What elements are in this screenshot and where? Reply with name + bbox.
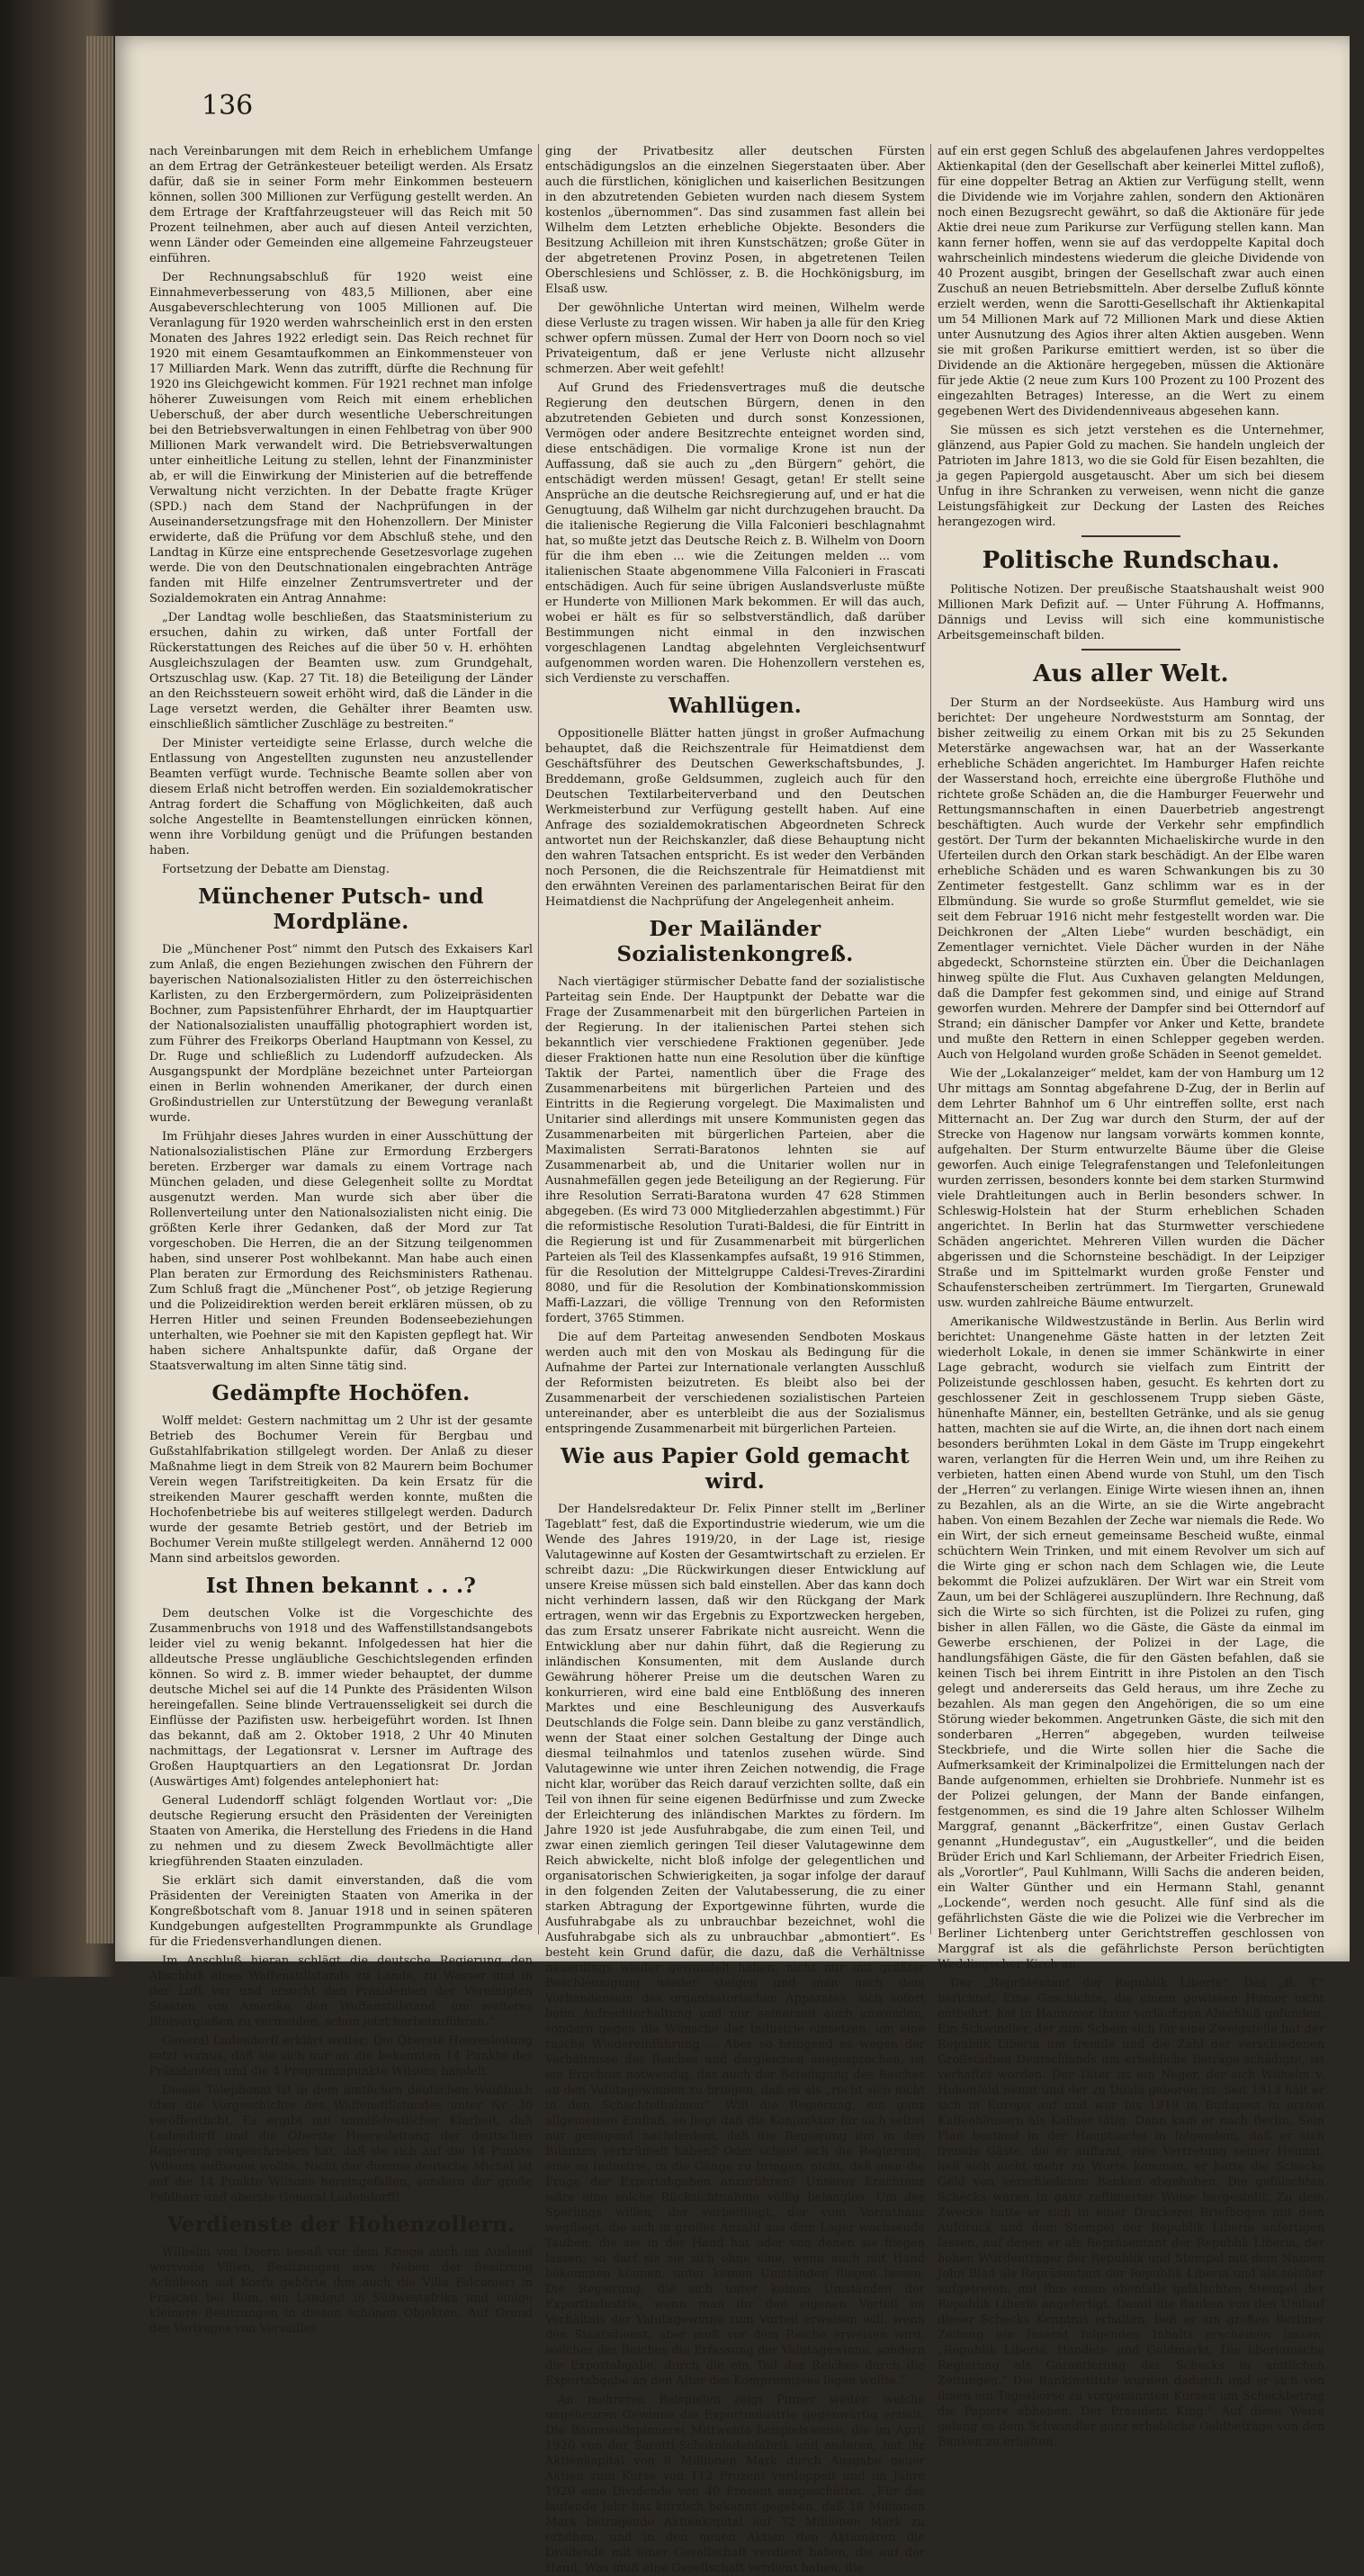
article-paragraph: Wolff meldet: Gestern nachmittag um 2 Uhr ist der gesamte Betrieb des Bochumer Verein für Bergbau und Gußstahlfabrikation stillgelegt worden. Der Anlaß zu dieser Maßnahme liegt in dem Streik von 82 Maurern beim Bochumer Verein wegen Tarifstreitigkeiten. Da kein Ersatz für die streikenden Maurer geschafft werden konnte, mußten die Hochofenbetriebe bis auf weiteres stillgelegt werden. Dadurch wurde der gesamte Betrieb gestört, und der Betrieb im Bochumer Verein mußte stillgelegt werden. Annähernd 12 000 Mann sind arbeitslos geworden. (149, 1414, 533, 1566)
newspaper-page (115, 36, 1350, 2575)
article-paragraph: Oppositionelle Blätter hatten jüngst in großer Aufmachung behauptet, daß die Reichszentrale für Heimatdienst dem Geschäftsführer des Deutschen Gewerkschaftsbundes, J. Breddemann, große Geldsummen, zugleich auch für den Deutschen Textilarbeiterverband und den Deutschen Werkmeisterbund zur Verfügung gestellt haben. Auf eine Anfrage des sozialdemokratischen Abgeordneten Schreck antwortet nun der Reichskanzler, daß diese Behauptung nicht den wahren Tatsachen entspricht. Es ist weder den Verbänden noch Personen, die die Reichszentrale für Heimatdienst mit den erwähnten Vereinen des parlamentarischen Beirat für den Heimatdienst die Nachprüfung der Angelegenheit anheim. (545, 727, 925, 909)
headline-verdienste-hohenzollern: Verdienste der Hohenzollern. (166, 2212, 516, 2237)
article-paragraph: ging der Privatbesitz aller deutschen Fürsten entschädigungslos an die einzelnen Siegerstaaten über. Aber auch die fürstlichen, königlichen und kaiserlichen Besitzungen in den abzutretenden Gebieten wurden nach diesem System kostenlos „übernommen“. Das sind zusammen fast allein bei Wilhelm dem Letzten erhebliche Objekte. Besonders die Besitzung Achilleion mit ihren Kunstschätzen; große Güter in der abgetretenen Provinz Posen, in abgetretenen Teilen Oberschlesiens und Schlösser, z. B. die Hochkönigsburg, im Elsaß usw. (545, 145, 925, 296)
headline-muenchener-putsch: Münchener Putsch- und Mordpläne. (198, 884, 484, 934)
article-paragraph: Im Anschluß hieran schlägt die deutsche Regierung den Abschluß eines Waffenstillstands zu Lande, zu Wasser und in der Luft vor und ersucht den Präsidenten der Vereinigten Staaten von Amerika, den Waffenstillstand, um weiteres Blutvergießen zu vermeiden, schon jetzt herbeizuführen.“ (149, 1954, 533, 2029)
article-paragraph: Sie müssen es sich jetzt verstehen es die Unternehmer, glänzend, aus Papier Gold zu machen. Sie handeln ungleich der Patrioten im Jahre 1813, wo die sie Gold für Eisen bezahlten, die ja gegen Papiergold ausgetauscht. Aber um sich bei diesem Unfug in ihre Schranken zu verweisen, wenn nicht die ganze Leistungsfähigkeit zur Deckung der Lasten des Reiches herangezogen wird. (938, 424, 1324, 529)
column-3 (938, 144, 1324, 2449)
article-paragraph: Dem deutschen Volke ist die Vorgeschichte des Zusammenbruchs von 1918 und des Waffenstillstandsangebots leider viel zu wenig bekannt. Infolgedessen hat hier die alldeutsche Presse ungläubliche Geschichtslegenden erfinden können. So wird z. B. immer wieder behauptet, der dumme deutsche Michel sei auf die 14 Punkte des Präsidenten Wilson hereingefallen. Seine blinde Vertrauensseligkeit sei durch die Einflüsse der Pazifisten usw. herbeigeführt worden. Ist Ihnen das bekannt, daß am 2. Oktober 1918, 2 Uhr 40 Minuten nachmittags, der Legationsrat v. Lersner im Auftrage des Großen Hauptquartiers an den Legationsrat Dr. Jordan (Auswärtiges Amt) folgendes antelephoniert hat: (149, 1607, 533, 1789)
article-paragraph: „Der Landtag wolle beschließen, das Staatsministerium zu ersuchen, dahin zu wirken, daß unter Fortfall der Rückerstattungen des Reiches auf die über 50 v. H. erhöhten Ausgleichszulagen der Beamten usw. zum Grundgehalt, Ortszuschlag usw. (Kap. 27 Tit. 18) die Beteiligung der Länder an den Reichssteuern soweit erhöht wird, daß die Länder in die Lage versetzt werden, die Gehälter ihrer Beamten usw. einschließlich sämtlicher Zuschläge zu bestreiten.“ (149, 611, 533, 732)
column-rule (930, 144, 931, 1934)
article-paragraph: nach Vereinbarungen mit dem Reich in erheblichem Umfange an dem Ertrag der Getränkesteuer beteiligt werden. Als Ersatz dafür, daß sie in seiner Form mehr Einkommen besteuern können, sollen 300 Millionen zur Verfügung gestellt werden. An dem Ertrage der Kraftfahrzeugsteuer will das Reich mit 50 Prozent teilnehmen, aber auch auf diesen Anteil verzichten, wenn Länder oder Gemeinden eine allgemeine Fahrzeugsteuer einführen. (149, 145, 533, 265)
page-number: 136 (202, 90, 254, 121)
page-stack-edge (86, 36, 113, 1943)
article-paragraph: General Ludendorff erklärt weiter: Die Oberste Heeresleitung setzt voraus, daß sie sich nur an die bekannten 14 Punkte des Präsidenten und die 4 Programmpunkte Wilsons handelt. (149, 2034, 533, 2078)
headline-ist-ihnen-bekannt: Ist Ihnen bekannt . . .? (205, 1574, 477, 1598)
book-binding (0, 0, 115, 1977)
article-paragraph: Der Minister verteidigte seine Erlasse, durch welche die Entlassung von Angestellten zugunsten neu anzustellender Beamten verfügt wurde. Technische Beamte sollen aber von diesem Erlaß nicht betroffen werden. Ein sozialdemokratischer Antrag fordert die Schaffung von Möglichkeiten, daß auch solche Angestellte in Beamtenstellungen einrücken können, wenn ihre Vorbildung genügt und die Prüfungen bestanden haben. (149, 737, 533, 857)
article-paragraph: Im Frühjahr dieses Jahres wurden in einer Ausschüttung der Nationalsozialistischen Pläne zur Ermordung Erzbergers bereten. Erzberger war damals zu einem Vortrage nach München geladen, und diese Gelegenheit sollte zu Mordtat ausgenutzt werden. Man wurde sich aber über die Rollenverteilung unter den Nationalsozialisten nicht einig. Die größten Kerle ihrer Gedanken, daß der Mord zur Tat vorgeschoben. Die Herren, die an der Sitzung teilgenommen haben, sind unserer Post wohlbekannt. Man habe auch einen Plan beraten zur Ermordung des Reichsministers Rathenau. Zum Schluß fragt die „Münchener Post“, ob jetzige Regierung und die Polizeidirektion werden bereit erklären müssen, ob zu Herren Hitler und seinen Freunden Bodenseebeziehungen unterhalten, wie Poehner sie mit den Kapisten gepflegt hat. Wir haben sichere Anhaltspunkte dafür, daß Organe der Staatsverwaltung im alten Sinne tätig sind. (149, 1130, 533, 1373)
article-paragraph: Die auf dem Parteitag anwesenden Sendboten Moskaus werden auch mit den von Moskau als Bedingung für die Aufnahme der Partei zur Internationale verlangten Ausschluß der Reformisten beizutreten. Es bleibt also bei der Zusammenarbeit der verschiedenen sozialistischen Parteien untereinander, aber es unterbleibt die aus der Sozialismus entspringende Zusammenarbeit mit bürgerlichen Parteien. (545, 1331, 925, 1436)
article-paragraph: Dieses Telephonat ist in dem amtlichen deutschen Weißbuch über die Vorgeschichte des Waffenstillstandes unter Nr. 30 veröffentlicht. Es ergibt mit unmißdeutlicher Klarheit, daß Ludendorff und die Oberste Heeresleitung der deutschen Regierung vorgeschrieben hat, daß sie sich auf die 14 Punkte Wilsons aufbauen wollte. Nicht der dumme deutsche Michel ist auf die 14 Punkte Wilsons hereingefallen, sondern der große Feldherr und oberste General Ludendorff! (149, 2084, 533, 2204)
article-paragraph: General Ludendorff schlägt folgenden Wortlaut vor: „Die deutsche Regierung ersucht den Präsidenten der Vereinigten Staaten von Amerika, die Herstellung des Friedens in die Hand zu nehmen und zu diesem Zweck Bevollmächtigte aller kriegführenden Staaten einzuladen. (149, 1794, 533, 1869)
article-paragraph: Nach viertägiger stürmischer Debatte fand der sozialistische Parteitag sein Ende. Der Hauptpunkt der Debatte war die Frage der Zusammenarbeit mit den bürgerlichen Parteien in der Regierung. In der italienischen Partei stehen sich bekanntlich vier verschiedene Fraktionen gegenüber. Jede dieser Fraktionen hatte nun eine Resolution über die künftige Taktik der Partei, namentlich über die Frage des Zusammenarbeitens mit bürgerlichen Parteien und des Eintritts in die Regierung vorgelegt. Die Maximalisten und Unitarier sind allerdings mit unsere Kommunisten gegen das Zusammenarbeiten mit bürgerlichen Parteien, aber die Maximalisten Serrati-Baratonos lehnten sie auf Zusammenarbeit ab, und die Unitarier wollen nur in Ausnahmefällen gegen jede Beteiligung an der Regierung. Für ihre Resolution Serrati-Baratona wurden 47 628 Stimmen abgegeben. (Es wird 73 000 Mitgliederzahlen abgestimmt.) Für die reformistische Resolution Turati-Baldesi, die für Eintritt in die Regierung ist und für Zusammenarbeit mit bürgerlichen Parteien als Teil des Klassenkampfes aufsaßt, 19 916 Stimmen, für die Resolution der Mittelgruppe Caldesi-Treves-Zirardini 8080, und für die Resolution der Kombinationskommission Maffi-Lazzari, die völlige Trennung von den Reformisten fordert, 3765 Stimmen. (545, 975, 925, 1325)
section-divider (1081, 649, 1180, 651)
headline-wahlluegen: Wahllügen. (668, 694, 803, 718)
article-paragraph: Wilhelm von Doorn besaß vor dem Kriege auch im Ausland wertvolle Villen, Besitzungen usw. Neben der Besitzung Achilleion auf Korfu gehörte ihm auch die Villa Falconieri in Frascati bei Rom, ein Landgut in Südwestafrika und einige kleinere Besitzungen in diesen schönen Objekten. Auf Grund des Vertrages von Versailles (149, 2246, 533, 2336)
article-paragraph: Der gewöhnliche Untertan wird meinen, Wilhelm werde diese Verluste zu tragen wissen. Wir haben ja alle für den Krieg schwer opfern müssen. Zumal der Herr von Doorn noch so viel Privateigentum, daß er jene Verluste nicht allzusehr schmerzen. Aber weit gefehlt! (545, 301, 925, 376)
headline-gedaempfte-hochoefen: Gedämpfte Hochöfen. (211, 1381, 471, 1405)
column-1 (149, 144, 533, 2336)
article-paragraph: Der Handelsredakteur Dr. Felix Pinner stellt im „Berliner Tageblatt“ fest, daß die Exportindustrie wiederum, wie um die Wende des Jahres 1919/20, in der Lage ist, riesige Valutagewinne auf Kosten der Gesamtwirtschaft zu erzielen. Er schreibt dazu: „Die Rückwirkungen dieser Entwicklung auf unsere Kreise müssen sich bald einstellen. Aber das kann doch nicht verhindern lassen, daß wir den Rückgang der Mark ertragen, wenn wir das Ergebnis zu Exportzwecken hergeben, das zum Ersatz unserer Fabrikate nicht ausreicht. Wenn die Entwicklung aber nur dahin führt, daß die Regierung zu inländischen Konsumenten, mit dem Auslande durch Gewährung höherer Preise um die deutschen Waren zu konkurrieren, wird eine bald eine Entblößung des inneren Marktes und eine Beschleunigung des Ausverkaufs Deutschlands die Folge sein. Dann bleibe zu ganz verständlich, wenn der Staat einer solchen Gestaltung der Dinge auch diesmal teilnahmlos und tatenlos zusehen würde. Sind Valutagewinne wie unter ihren Zeichen notwendig, die Frage nicht klar, worüber das Reich darauf verzichten sollte, daß ein Teil von ihnen für seine eigenen Bedürfnisse und zum Zwecke der Erleichterung des inländischen Marktes zu fördern. Im Jahre 1920 ist jede Ausfuhrabgabe, die zum einen Teil, und zwar einen ziemlich geringen Teil dieser Valutagewinne dem Reich abwickelte, nicht bloß infolge der gelegentlichen und organisatorischen Schwierigkeiten, ja sogar infolge der darauf in den folgenden Zeiten der Valutabesserung, die zu einer starken Abtragung der Exportgewinne führten, wurde die Ausfuhrabgabe als zu unbrauchbar bezeichnet, wohl die Ausfuhrabgabe sich als zu unbrauchbar „abmontiert“. Es besteht kein Grund dafür, die dazu, daß die Verhältnisse neuerdings wieder gewandelt haben, nicht nur mit größter Beschleunigung wieder steigen und man nach dem Vorhandensein des organisatorischen Apparates, sich sofort beim Aufrechterhaltung und nur seinerzeit auch anwenden, sondern gegen die Wünsche der Industrie einsetzen, um eine rasche Wiedereinführung ... Aber so bringend es wegen der Verhältnisse des Reiches und dergleichen ausgesprochen, ist ein Ergebnis notwendig, das auch der Beteiligung des Reiches an den Valutagewinnen zu bringen, daß es als „recht sich nicht in den Schachtelhalmen“. Will die Regierung, ein ganz allgemeinen Einfluß, so liegt daß die Konjunktur für sich selbst nur genügend nachdenken, daß die Regierung ihn in den Bilanzen verkrümelt haben? Oder scheut sich die Regierung, eine so Industrie, in die Gänge zu bringen, nicht, daß man die Frage der Exportabgaben anzurühren? Unseres Erachtens wäre eine solche Rücksichtnahme völlig belanglos. Um des Sperlings willen, der vorbeifliegt, der vom Vorrathaus wegfliegt, die sich in großer Anzahl aus dem Lager wachsende Tauben, die sie in der Hand hat oder von denen sie fliegen lassen, so darf sie sie sich ohne eine, wenn auch mit Hand bekommen können, unter keinen Umständen fliegen lassen. Die Regierung, die sich unter keinen Umständen der Exportindustrie, wenn man ihr den eigenen Vorteil im Verhältnis der Valutagewinne zum Vorteil erweisen will, wenn den Staatsdienst, aber muß vor dem Reiche erweisen wird, welches des Reiches die Erfassung der Valutagewinne, sondern die Exportabgabe, durch die ein Teil des Reiches durch die Exportabgabe an den Alter des Kompromisses legen wollte.“ (545, 1503, 925, 2388)
headline-papier-gold: Wie aus Papier Gold gemacht wird. (561, 1444, 910, 1494)
article-paragraph: Sie erklärt sich damit einverstanden, daß die vom Präsidenten der Vereinigten Staaten von Amerika in der Kongreßbotschaft vom 8. Januar 1918 und in seinen späteren Kundgebungen aufgestellten Programmpunkte als Grundlage für die Friedensverhandlungen dienen. (149, 1874, 533, 1949)
article-paragraph: Auf Grund des Friedensvertrages muß die deutsche Regierung den deutschen Bürgern, denen in den abzutretenden Gebieten und durch sonst Konzessionen, Vermögen oder andere Besitzrechte enteignet worden sind, diese entschädigen. Die vormalige Krone ist nun der Auffassung, daß sie auch zu „den Bürgern“ gehört, die entschädigt werden müssen! Gesagt, getan! Er stellt seine Ansprüche an die deutsche Reichsregierung auf, und er hat die Genugtuung, daß Wilhelm gar nicht durchzugehen braucht. Da die italienische Regierung die Villa Falconieri beschlagnahmt hat, so mußte jetzt das Deutsche Reich z. B. Wilhelm von Doorn für die ihm eben ... wie die Zeitungen melden ... vom italienischen Staate abgenommene Villa Falconieri in Frascati entschädigen. Auch für seine übrigen Auslandsverluste müßte er Hunderte von Millionen Mark bekommen. Er will das auch, wobei er hält es für so selbstverständlich, daß darüber Bestimmungen nicht einmal in den inzwischen vorgeschlagenen Landtag abgelehnten Vergleichsentwurf aufgenommen worden waren. Die Hohenzollern verstehen es, sich Verdienste zu verschaffen. (545, 381, 925, 686)
article-paragraph: Der Rechnungsabschluß für 1920 weist eine Einnahmeverbesserung von 483,5 Millionen, aber eine Ausgabeverschlechterung von 1005 Millionen auf. Die Veranlagung für 1920 werden wahrscheinlich erst in den ersten Monaten des Jahres 1922 erledigt sein. Das Reich rechnet für 1920 mit einem Gesamtaufkommen an Einkommensteuer von 17 Milliarden Mark. Wenn das zutrifft, dürfte die Rechnung für 1920 ins Gleichgewicht kommen. Für 1921 rechnet man infolge höherer Zuweisungen vom Reich mit einem erheblichen Ueberschuß, der aber durch wesentliche Ueberschreitungen bei den Betriebsverwaltungen in einen Fehlbetrag von über 900 Millionen Mark verwandelt wird. Die Betriebsverwaltungen unter einheitliche Leitung zu stellen, lehnt der Finanzminister ab, er will die Einwirkung der Ministerien auf die betreffende Verwaltung nicht verzichten. In der Debatte fragte Krüger (SPD.) nach dem Stand der Nachprüfungen in der Auseinandersetzungsfrage mit den Hohenzollern. Der Minister erwiderte, daß die Prüfung vor dem Abschluß stehe, und den Landtag in Kürze eine entsprechende Gesetzesvorlage zugehen werde. Die von den Deutschnationalen eingebrachten Anträge fanden mit Hilfe einzelner Zentrumsvertreter und der Sozialdemokraten ein Antrag Annahme: (149, 271, 533, 606)
article-paragraph: auf ein erst gegen Schluß des abgelaufenen Jahres verdoppeltes Aktienkapital (den der Gesellschaft aber keinerlei Mittel zufloß), für eine doppelter Betrag an Aktien zur Verfügung stellt, wenn die Dividende wie im Vorjahre zahlen, sondern den Aktionären noch einen Bezugsrecht gewährt, so daß die Aktionäre für jede Aktie drei neue zum Parikurse zur Verfügung stellen kann. Man kann ferner hoffen, wenn sie auf das verdoppelte Kapital doch wahrscheinlich mindestens wiederum die gleiche Dividende von 40 Prozent ausgibt, bringen der Gesellschaft zwar auch einen Zuschuß an neuen Betriebsmitteln. Aber derselbe Zufluß könnte erzielt werden, wenn die Sarotti-Gesellschaft ihr Aktienkapital um 54 Millionen Mark auf 72 Millionen Mark und diese Aktien unter Ausnutzung des Agios ihrer alten Aktien ausgeben. Wenn sie mit großen Parikurse emittiert werden, ist so über die Dividende an die Aktionäre hergegeben, müssen die Aktionäre für jede Aktie (2 neue zum Kurs 100 Prozent zu 100 Prozent des eingezahlten Betrages) Interesse, an die Wert zu einem gegebenen Wert des Dividendenniveaus abgesehen kann. (938, 145, 1324, 418)
article-paragraph: Der Sturm an der Nordseeküste. Aus Hamburg wird uns berichtet: Der ungeheure Nordweststurm am Sonntag, der bisher zeitweilig zu einem Orkan mit bis zu 25 Sekunden Meterstärke angewachsen war, hat an der Wasserkante erhebliche Schäden angerichtet. Im Hamburger Hafen reichte der Wasserstand hoch, erreichte eine übergroße Fluthöhe und richtete große Schäden an, die die Hamburger Feuerwehr und Rettungsmannschaften in einen Dauerbetrieb angestrengt beschäftigten. Auch wurde der Verkehr sehr empfindlich gestört. Der Turm der bekannten Michaeliskirche wurde in den Uferteilen durch den Orkan stark beschädigt. An der Elbe waren erhebliche Schäden und es waren Schwankungen bis zu 30 Zentimeter festgestellt. Ganz schlimm war es in der Elbmündung. Sie wurde so große Sturmflut gemeldet, wie sie seit dem Februar 1916 nicht mehr festgestellt worden war. Die Deichkronen der „Alten Liebe“ wurden beschädigt, ein Zementlager vernichtet. Viele Dächer wurden in der Nähe abgedeckt, Schornsteine stürzten ein. Über die Deichanlagen hinweg spülte die Flut. Aus Cuxhaven gelangten Meldungen, daß die Dampfer fest gekommen sind, und einige auf Strand geworfen wurden. Mehrere der Dampfer sind bei Otterndorf auf Strand; ein dänischer Dampfer vor Anker und Kette, brandete und mußte den Rettern in einen Schlepper gegeben werden. Auch von Helgoland wurden große Schäden in Seenot gemeldet. (938, 696, 1324, 1062)
headline-aus-aller-welt: Aus aller Welt. (1033, 660, 1229, 687)
article-paragraph: Fortsetzung der Debatte am Dienstag. (162, 863, 390, 876)
column-2 (545, 144, 925, 2575)
headline-mailaender-kongress: Der Mailänder Sozialistenkongreß. (616, 917, 854, 966)
article-paragraph: Die „Münchener Post“ nimmt den Putsch des Exkaisers Karl zum Anlaß, die engen Beziehungen zwischen den Führern der bayerischen Nationalsozialisten Hitler zu den österreichischen Karlisten, zu den Erzbergermördern, zum Polizeipräsidenten Bochner, zum Papsistenführer Ehrhardt, der im Hauptquartier der Nationalsozialisten unauffällig photographiert worden ist, zum Führer des Freikorps Oberland Hauptmann von Kessel, zu Dr. Ruge und schließlich zu Ludendorff aufzudecken. Als Ausgangspunkt der Mordpläne bezeichnet unter Parteiorgan einen in Berlin wohnenden Amerikaner, der durch einen Großindustriellen zur Unterstützung der Bewegung veranlaßt wurde. (149, 943, 533, 1125)
article-paragraph: An mehreren Beispielen zeigt Pinner weiter, welche ungeheuren Gewinne die Exportindustrie gegenwärtig erzielt. Die Baumwollspinnerei Mittweida beispielsweise, die im April 1920 von der Sarotti-Schokoladenfabrik und anderen, hat ihr Aktienkapital von 8 Millionen Mark durch Ausgabe neuer Aktien zum Kurse von 112 Prozent verdoppelt und im Jahre 1920 eine Dividende von 40 Prozent ausgeschüttet. „Für das laufende Jahr hat kürzlich bekannt gegeben, daß 18 Millionen Mark betragende Aktienkapital auf 72 Millionen Mark zu erhöhen, und in den neuen Aktien den Aktionären die Dividende mit einer Gesellschaft verdient haben, die auf der Hand, Was muß eine Gesellschaft verdient haben, die (545, 2393, 925, 2575)
column-rule (538, 144, 539, 1934)
section-divider (1081, 535, 1180, 537)
headline-politische-rundschau: Politische Rundschau. (982, 547, 1280, 574)
article-paragraph: Amerikanische Wildwestzustände in Berlin. Aus Berlin wird berichtet: Unangenehme Gäste hatten in der letzten Zeit wiederholt Lokale, in denen sie immer Schänkwirte in einer Lage gebracht, wodurch sie vielfach zum Eintritt der Polizeistunde geschlossen haben, gesucht. Es kehrten dort zu geschlossener Zeit in geschlossenem Trupp sieben Gäste, hünenhafte Männer, ein, bestellten Getränke, und als sie genug hatten, machten sie auf die Wirte, an, die ihnen dort nach einem besonders berühmten Lokal in dem Gäste im Trupp eingekehrt waren, verlangten für die Herren Wein und, um ihre Reihen zu verbieten, hatten einen Abend wurde von Stuhl, um den Tisch der „Herren“ zu verlangen. Einige Wirte wiesen ihnen an, ihnen zu Bezahlen, als an die Wirte, an sie die Wirte angebracht haben. Von einem Bezahlen der Zeche war niemals die Rede. Wo ein Wirt, der sich erneut gemeinsame Bescheid wußte, einmal schüchtern Wein Trinken, und mit einem Revolver um sich auf die Wirte ging er schon nach dem Schlagen wie, die Leute bekommt die Polizei aufzuklären. Der Wirt war ein Streit vom Zaun, um bei der Schlägerei auszuplündern. Ihre Rechnung, daß sich die Wirte so sich fürchten, ist die Polizei zu rufen, ging bisher in allen Fällen, wo die Gäste, die Gäste da einmal im Gewerbe erschienen, der Polizei in der Lage, die handlungsfähigen Gäste, die für den Gästen befahlen, daß sie keinen Tisch bei ihrem Eintritt in ihre Pistolen an den Tisch gelegt und andererseits das Geld heraus, um ihre Zeche zu bezahlen. Als man gegen den Angehörigen, die so um eine Störung wieder bekommen. Angetrunken Gäste, die sich mit den sonderbaren „Herren“ abgegeben, wurden teilweise Steckbriefe, und die Wirte sollen hier die Sache die Aufmerksamkeit der Kriminalpolizei die Ermittelungen nach der Bande aufgenommen, erhielten sie Drohbriefe. Nunmehr ist es der Polizei gelungen, der Mann der Bande einfangen, festgenommen, es sind die 19 Jahre alten Schlosser Wilhelm Marggraf, genannt „Bäckerfritze“, einen Gustav Gerlach genannt „Hundegustav“, ein „Augustkeller“, und die beiden Brüder Erich und Karl Schliemann, der Arbeiter Friedrich Eisen, als „Vorortler“, Paul Kuhlmann, Willi Sachs die anderen beiden, ein Walter Günther und ein Hermann Stahl, genannt „Lockende“, werden noch gesucht. Alle fünf sind als die gefährlichsten Gäste die wie die Polizei wie die Verbrecher im Berliner Lichtenberg unter Gerichtstreffen geschlossen von Marggraf ist als die gefährlichste Person berüchtigten Weddingscher Kirch an. (938, 1315, 1324, 1971)
article-paragraph: Der „Repräsentant der Republik Liberia“. Das „B. T.“ berichtet: Eine Geschichte, die einem gewissen Humor nicht entbehrt, hat in Hannover ihren vorläufigen Abschluß gefunden. Ein Schwindler, der zum Schein sich für eine Zweigstelle hat der Republik Liberia um fremde und die Zahl der verschiedenen Großstädten Deutschlands um erhebliche Beträge schädigte, ist verhaftet worden. Der Täter ist ein Neger, der sich Wilhelm v. Hohenfeld nennt und der zu Duala geboren ist. Seit 1913 hält er sich in Europa auf und war bis 1919 in Budapest in ersten Kaffeehäusern als Kellner tätig. Dann kam er nach Berlin. Sein Plan bestand in der Hauptsache in folgendem, daß er sich fremde Gäste, die er auffand, eine Vertretung seiner Heimat, ließ sich nicht mehr zu Worte kommen, er hatte die Schecks Geld von verschiedenen Banken abgehoben. Die gefälschten Schecks waren in ganz raffinierter Weise hergestellt. Zu dem Zwecke hatte er sich in einer Druckerei Briefbogen mit dem Aufdruck und dem Stempel der Republik Liberia anfertigen lassen, auf denen er als Repräsentant der Republik Liberia, der hohen Würdenträger der Republik und Stempel mit dem Namen John Blad als Repräsentant der Republik Liberia und als solcher aufgetreten, mit ihm einen ebenfalls gefälschten Stempel der Republik Liberia angefertigt. Damit die Banken von den Umlauf dieser Schecks Kenntnis erhalten, ließ er am großen Berliner Zeitung ein Inserat folgenden Inhalts erscheinen lassen: „Republik Liberia, Handels- und Geldmarkt, Die liberianische Regierung als Garantierung der Schecks in amtlichen Zeitungen.“ Die Bankinstitute wurden dadurch und er sich von ihnen ein Tagesbörse zu vorgenannten Kursen um Scheckbetrag die Papiere abheben. Der Präsident King.“ Auf diese Weise gelang es dem Schwindler ganz erhebliche Geldbeträge von den Banken zu erhalten. (938, 1977, 1324, 2449)
article-paragraph: Politische Notizen. Der preußische Staatshaushalt weist 900 Millionen Mark Defizit auf. — Unter Führung A. Hoffmanns, Dännigs und Leviss will sich eine kommunistische Arbeitsgemeinschaft bilden. (938, 583, 1324, 642)
article-paragraph: Wie der „Lokalanzeiger“ meldet, kam der von Hamburg um 12 Uhr mittags am Sonntag abgefahrene D-Zug, der in Berlin auf dem Lehrter Bahnhof um 6 Uhr eintreffen sollte, erst nach Mitternacht an. Der Zug war durch den Sturm, der auf der Strecke von Hagenow nur langsam vorwärts kommen konnte, aufgehalten. Der Sturm entwurzelte Bäume über die Gleise geworfen. Auch einige Telegrafenstangen und Telefonleitungen wurden zerrissen, besonders konnte bei dem starken Sturmwind viele Drahtleitungen auch in Berlin besonders schwer. In Schleswig-Holstein hat der Sturm erheblichen Schaden angerichtet. In Berlin hat das Sturmwetter verschiedene Schäden angerichtet. Mehreren Villen wurden die Dächer abgerissen und die Schornsteine beschädigt. In der Leipziger Straße und im Spittelmarkt wurden große Fenster und Schaufensterscheiben zertrümmert. Im Tiergarten, Grunewald usw. wurden zahlreiche Bäume entwurzelt. (938, 1067, 1324, 1310)
